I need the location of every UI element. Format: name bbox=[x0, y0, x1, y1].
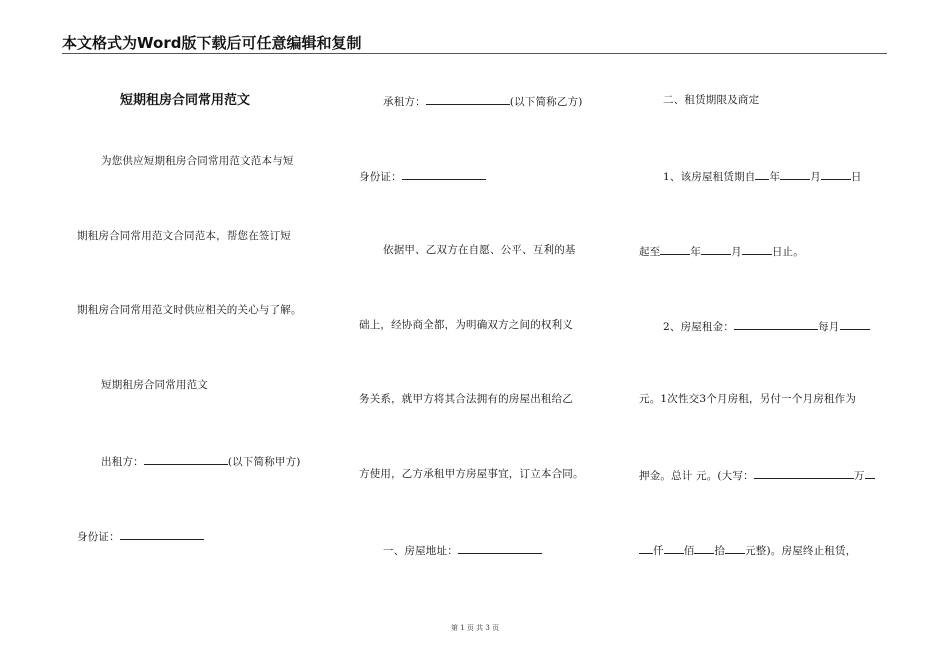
rent-total-blank bbox=[754, 467, 854, 479]
rent-monthly-blank bbox=[840, 318, 870, 330]
rent-yuan-blank bbox=[725, 542, 745, 554]
rent-wan-label: 万 bbox=[853, 470, 865, 482]
intro-line-3: 期租房合同常用范文时供应相关的关心与了解。 bbox=[77, 304, 302, 316]
term-line-2 bbox=[639, 243, 804, 259]
term2-day-blank bbox=[742, 243, 772, 255]
rent-line-2: 元。1次性交3个月房租，另付一个月房租作为 bbox=[639, 393, 857, 405]
contract-subtitle: 短期租房合同常用范文 bbox=[101, 379, 208, 391]
preamble-line-2: 础上，经协商全都，为明确双方之间的权利义 bbox=[359, 319, 573, 331]
lessor-line bbox=[101, 453, 301, 469]
preamble-line-4: 方使用，乙方承租甲方房屋事宜，订立本合同。 bbox=[359, 468, 584, 480]
term-day-label: 日 bbox=[850, 171, 862, 183]
rent-bai-blank bbox=[664, 542, 684, 554]
rent-per-month: 每月 bbox=[818, 321, 840, 333]
rent-line-1 bbox=[663, 318, 870, 334]
intro-line-1: 为您供应短期租房合同常用范文范本与短 bbox=[101, 155, 294, 167]
rent-line-4 bbox=[639, 542, 856, 558]
rent-total-prefix: 押金。总计 元。(大写： bbox=[639, 470, 754, 482]
term-day-blank bbox=[821, 168, 851, 180]
lessor-id-label: 身份证： bbox=[77, 531, 120, 543]
term-month-label: 月 bbox=[810, 171, 821, 183]
preamble-line-3: 务关系，就甲方将其合法拥有的房屋出租给乙 bbox=[359, 393, 573, 405]
page-number: 第 1 页 共 3 页 bbox=[450, 624, 500, 632]
lessee-id-line bbox=[359, 168, 486, 184]
lessor-name-blank bbox=[144, 453, 228, 465]
section-2-heading: 二、租赁期限及商定 bbox=[663, 94, 760, 106]
address-blank bbox=[458, 542, 542, 554]
term-prefix: 1、该房屋租赁期自 bbox=[663, 171, 756, 183]
term-month-blank bbox=[780, 168, 810, 180]
rent-shi-blank bbox=[694, 542, 714, 554]
page-header: 本文格式为Word版下载后可任意编辑和复制 bbox=[62, 34, 362, 52]
document-title: 短期租房合同常用范文 bbox=[120, 93, 251, 108]
lessee-label: 承租方： bbox=[383, 96, 426, 108]
lessor-suffix: (以下简称甲方) bbox=[227, 456, 301, 468]
address-label: 一、房屋地址： bbox=[383, 545, 458, 557]
term2-year-blank bbox=[660, 243, 690, 255]
lessee-name-blank bbox=[426, 93, 510, 105]
preamble-line-1: 依据甲、乙双方在自愿、公平、互利的基 bbox=[383, 244, 576, 256]
lessee-id-label: 身份证： bbox=[359, 171, 402, 183]
term-line-1 bbox=[663, 168, 862, 184]
term-year-blank bbox=[755, 168, 769, 180]
rent-line-3 bbox=[639, 467, 875, 483]
rent-bai-label: 佰 bbox=[683, 545, 695, 557]
lessor-id-line bbox=[77, 528, 204, 544]
header-divider bbox=[62, 53, 887, 54]
lessee-line bbox=[383, 93, 583, 109]
intro-line-2: 期租房合同常用范文合同范本，帮您在签订短 bbox=[77, 230, 291, 242]
address-line bbox=[383, 542, 542, 558]
term2-year-label: 年 bbox=[690, 246, 702, 258]
rent-qian-blank bbox=[639, 542, 653, 554]
lessor-label: 出租方： bbox=[101, 456, 144, 468]
lessor-id-blank bbox=[120, 528, 204, 540]
lessee-suffix: (以下简称乙方) bbox=[509, 96, 583, 108]
lessee-id-blank bbox=[402, 168, 486, 180]
rent-qian-label: 仟 bbox=[653, 545, 664, 557]
rent-line4-suffix: 元整)。房屋终止租赁， bbox=[745, 545, 857, 557]
rent-amount-blank bbox=[734, 318, 818, 330]
rent-label: 2、房屋租金： bbox=[663, 321, 735, 333]
term2-suffix: 日止。 bbox=[771, 246, 804, 258]
rent-wan-blank bbox=[865, 467, 875, 479]
rent-shi-label: 拾 bbox=[714, 545, 726, 557]
term2-prefix: 起至 bbox=[639, 246, 661, 258]
term2-month-blank bbox=[701, 243, 731, 255]
term-year-label: 年 bbox=[769, 171, 781, 183]
term2-month-label: 月 bbox=[731, 246, 742, 258]
